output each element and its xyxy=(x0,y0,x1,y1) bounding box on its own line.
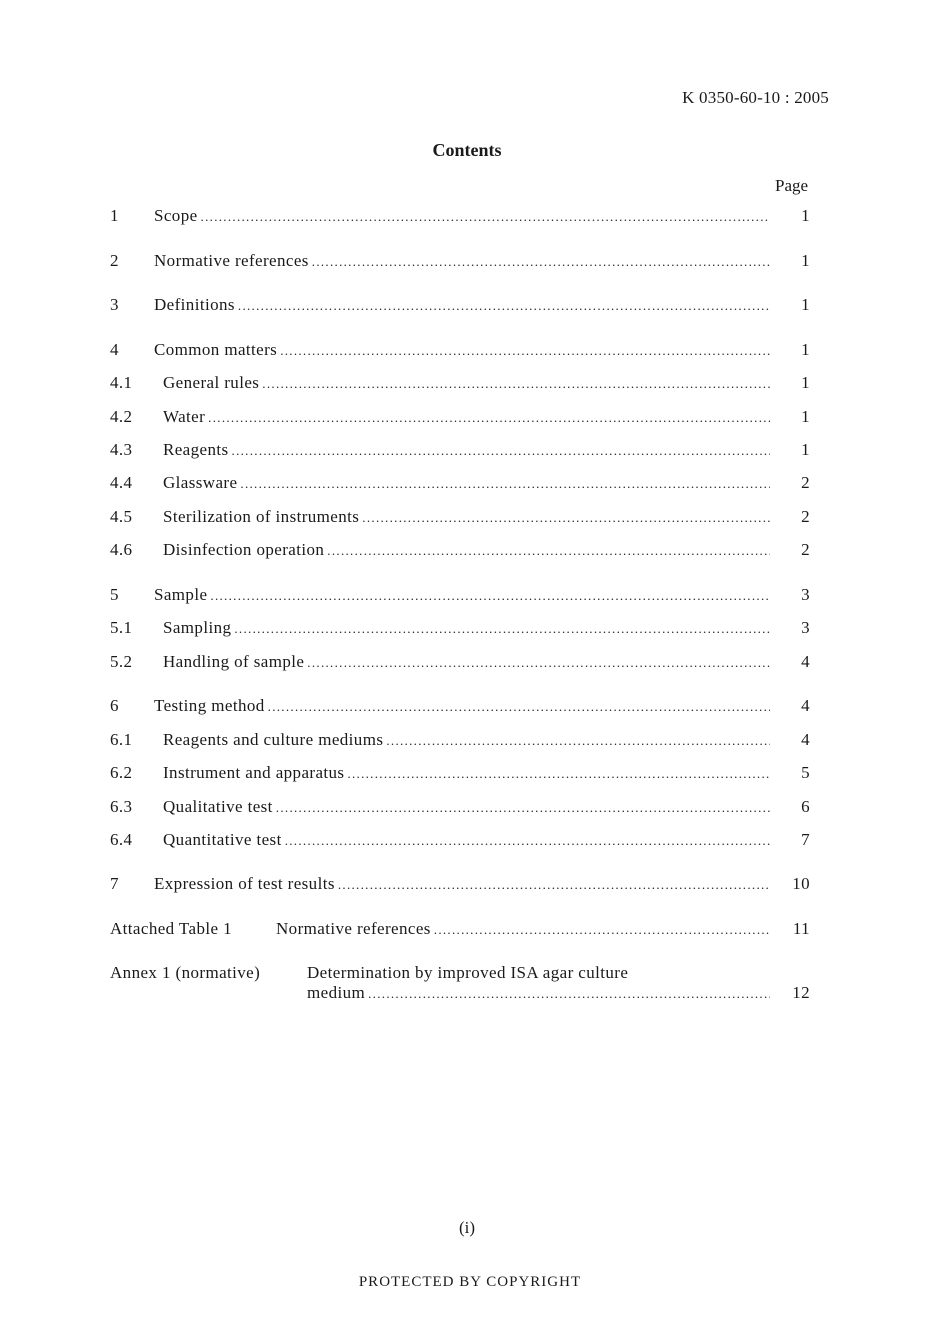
toc-entry-instrument-and-apparatus[interactable] xyxy=(110,761,810,785)
dot-leader xyxy=(240,472,770,496)
copyright-notice: PROTECTED BY COPYRIGHT xyxy=(358,1274,582,1290)
toc-entry-number: 6.1 xyxy=(110,730,133,749)
toc-entry-title: Sampling xyxy=(163,618,232,637)
toc-entry-number: 6 xyxy=(110,696,119,715)
toc-entry-title: Disinfection operation xyxy=(163,540,325,559)
dot-leader xyxy=(262,372,770,396)
toc-entry-number: 2 xyxy=(110,251,119,270)
toc-entry-number: 6.4 xyxy=(110,830,133,849)
toc-entry-annex[interactable] xyxy=(110,961,810,1009)
document-number: K 0350-60-10 : 2005 xyxy=(682,88,829,107)
dot-leader xyxy=(276,796,770,820)
page-column-header: Page xyxy=(775,176,809,195)
toc-entry-reagents-and-culture-mediums[interactable] xyxy=(110,728,810,752)
toc-entry-number: 4.5 xyxy=(110,507,133,526)
toc-entry-page: 1 xyxy=(801,440,810,459)
toc-entry-title: Determination by improved ISA agar culture xyxy=(307,963,629,982)
toc-entry-number: 5.2 xyxy=(110,652,133,671)
dot-leader xyxy=(280,339,770,363)
toc-entry-definitions[interactable] xyxy=(110,293,810,317)
toc-entry-label: Attached Table 1 xyxy=(110,919,232,938)
toc-entry-page: 1 xyxy=(801,206,810,225)
dot-leader xyxy=(234,617,770,641)
toc-entry-attached-table[interactable] xyxy=(110,917,810,941)
toc-entry-glassware[interactable] xyxy=(110,471,810,495)
toc-entry-page: 2 xyxy=(801,540,810,559)
toc-entry-qualitative-test[interactable] xyxy=(110,795,810,819)
dot-leader xyxy=(201,205,770,229)
dot-leader xyxy=(362,506,770,530)
toc-entry-title: Sterilization of instruments xyxy=(163,507,360,526)
toc-entry-title: Instrument and apparatus xyxy=(163,763,345,782)
toc-entry-page: 6 xyxy=(801,797,810,816)
toc-entry-title: Common matters xyxy=(154,340,278,359)
dot-leader xyxy=(347,762,770,786)
toc-entry-label: Annex 1 (normative) xyxy=(110,963,261,982)
toc-entry-number: 4.1 xyxy=(110,373,133,392)
toc-entry-number: 4.6 xyxy=(110,540,133,559)
toc-entry-title: Scope xyxy=(154,206,198,225)
toc-entry-water[interactable] xyxy=(110,405,810,429)
toc-entry-page: 4 xyxy=(801,730,810,749)
toc-entry-disinfection-operation[interactable] xyxy=(110,538,810,562)
toc-entry-general-rules[interactable] xyxy=(110,371,810,395)
dot-leader xyxy=(327,539,770,563)
toc-entry-title: General rules xyxy=(163,373,260,392)
toc-entry-title: Sample xyxy=(154,585,208,604)
toc-entry-page: 7 xyxy=(801,830,810,849)
toc-entry-title: Glassware xyxy=(163,473,238,492)
toc-entry-page: 3 xyxy=(801,618,810,637)
toc-entry-page: 4 xyxy=(801,696,810,715)
toc-entry-page: 3 xyxy=(801,585,810,604)
toc-entry-page: 12 xyxy=(792,983,810,1002)
toc-entry-page: 2 xyxy=(801,507,810,526)
toc-entry-number: 7 xyxy=(110,874,119,893)
toc-entry-quantitative-test[interactable] xyxy=(110,828,810,852)
toc-entry-page: 11 xyxy=(792,919,810,938)
toc-entry-page: 1 xyxy=(801,251,810,270)
toc-entry-handling-of-sample[interactable] xyxy=(110,650,810,674)
toc-entry-sterilization-of-instruments[interactable] xyxy=(110,505,810,529)
toc-entry-number: 4.4 xyxy=(110,473,133,492)
toc-entry-page: 5 xyxy=(801,763,810,782)
toc-entry-number: 6.3 xyxy=(110,797,133,816)
toc-entry-title-continued: medium xyxy=(307,983,366,1002)
toc-entry-title: Quantitative test xyxy=(163,830,282,849)
toc-entry-scope[interactable] xyxy=(110,204,810,228)
toc-entry-title: Handling of sample xyxy=(163,652,305,671)
dot-leader xyxy=(307,651,770,675)
toc-entry-page: 1 xyxy=(801,340,810,359)
contents-title: Contents xyxy=(432,140,502,160)
toc-entry-title: Definitions xyxy=(154,295,235,314)
toc-entry-sampling[interactable] xyxy=(110,616,810,640)
toc-entry-page: 2 xyxy=(801,473,810,492)
dot-leader xyxy=(238,294,770,318)
dot-leader xyxy=(312,250,770,274)
toc-entry-common-matters[interactable] xyxy=(110,338,810,362)
toc-entry-normative-references[interactable] xyxy=(110,249,810,273)
toc-entry-number: 4.3 xyxy=(110,440,133,459)
toc-entry-page: 1 xyxy=(801,407,810,426)
dot-leader xyxy=(338,873,770,897)
toc-entry-title: Reagents xyxy=(163,440,229,459)
toc-entry-title: Expression of test results xyxy=(154,874,335,893)
toc-entry-title: Reagents and culture mediums xyxy=(163,730,384,749)
dot-leader xyxy=(232,439,770,463)
toc-entry-title: Qualitative test xyxy=(163,797,273,816)
toc-entry-testing-method[interactable] xyxy=(110,694,810,718)
toc-entry-title: Testing method xyxy=(154,696,265,715)
toc-entry-title: Water xyxy=(163,407,206,426)
footer-page-number: (i) xyxy=(458,1218,476,1237)
toc-entry-title: Normative references xyxy=(276,919,431,938)
toc-entry-reagents[interactable] xyxy=(110,438,810,462)
toc-entry-page: 1 xyxy=(801,373,810,392)
toc-entry-expression-of-test-results[interactable] xyxy=(110,872,810,896)
toc-entry-page: 10 xyxy=(792,874,810,893)
dot-leader xyxy=(268,695,770,719)
dot-leader xyxy=(434,918,770,942)
dot-leader xyxy=(386,729,770,753)
toc-entry-page: 1 xyxy=(801,295,810,314)
dot-leader xyxy=(208,406,770,430)
toc-entry-number: 6.2 xyxy=(110,763,133,782)
toc-entry-number: 4 xyxy=(110,340,119,359)
toc-entry-number: 3 xyxy=(110,295,119,314)
toc-entry-number: 1 xyxy=(110,206,119,225)
dot-leader xyxy=(285,829,770,853)
toc-entry-title: Normative references xyxy=(154,251,309,270)
toc-entry-number: 5.1 xyxy=(110,618,133,637)
dot-leader xyxy=(368,982,770,1006)
toc-entry-number: 5 xyxy=(110,585,119,604)
dot-leader xyxy=(210,584,770,608)
toc-entry-page: 4 xyxy=(801,652,810,671)
toc-entry-sample[interactable] xyxy=(110,583,810,607)
toc-entry-number: 4.2 xyxy=(110,407,133,426)
